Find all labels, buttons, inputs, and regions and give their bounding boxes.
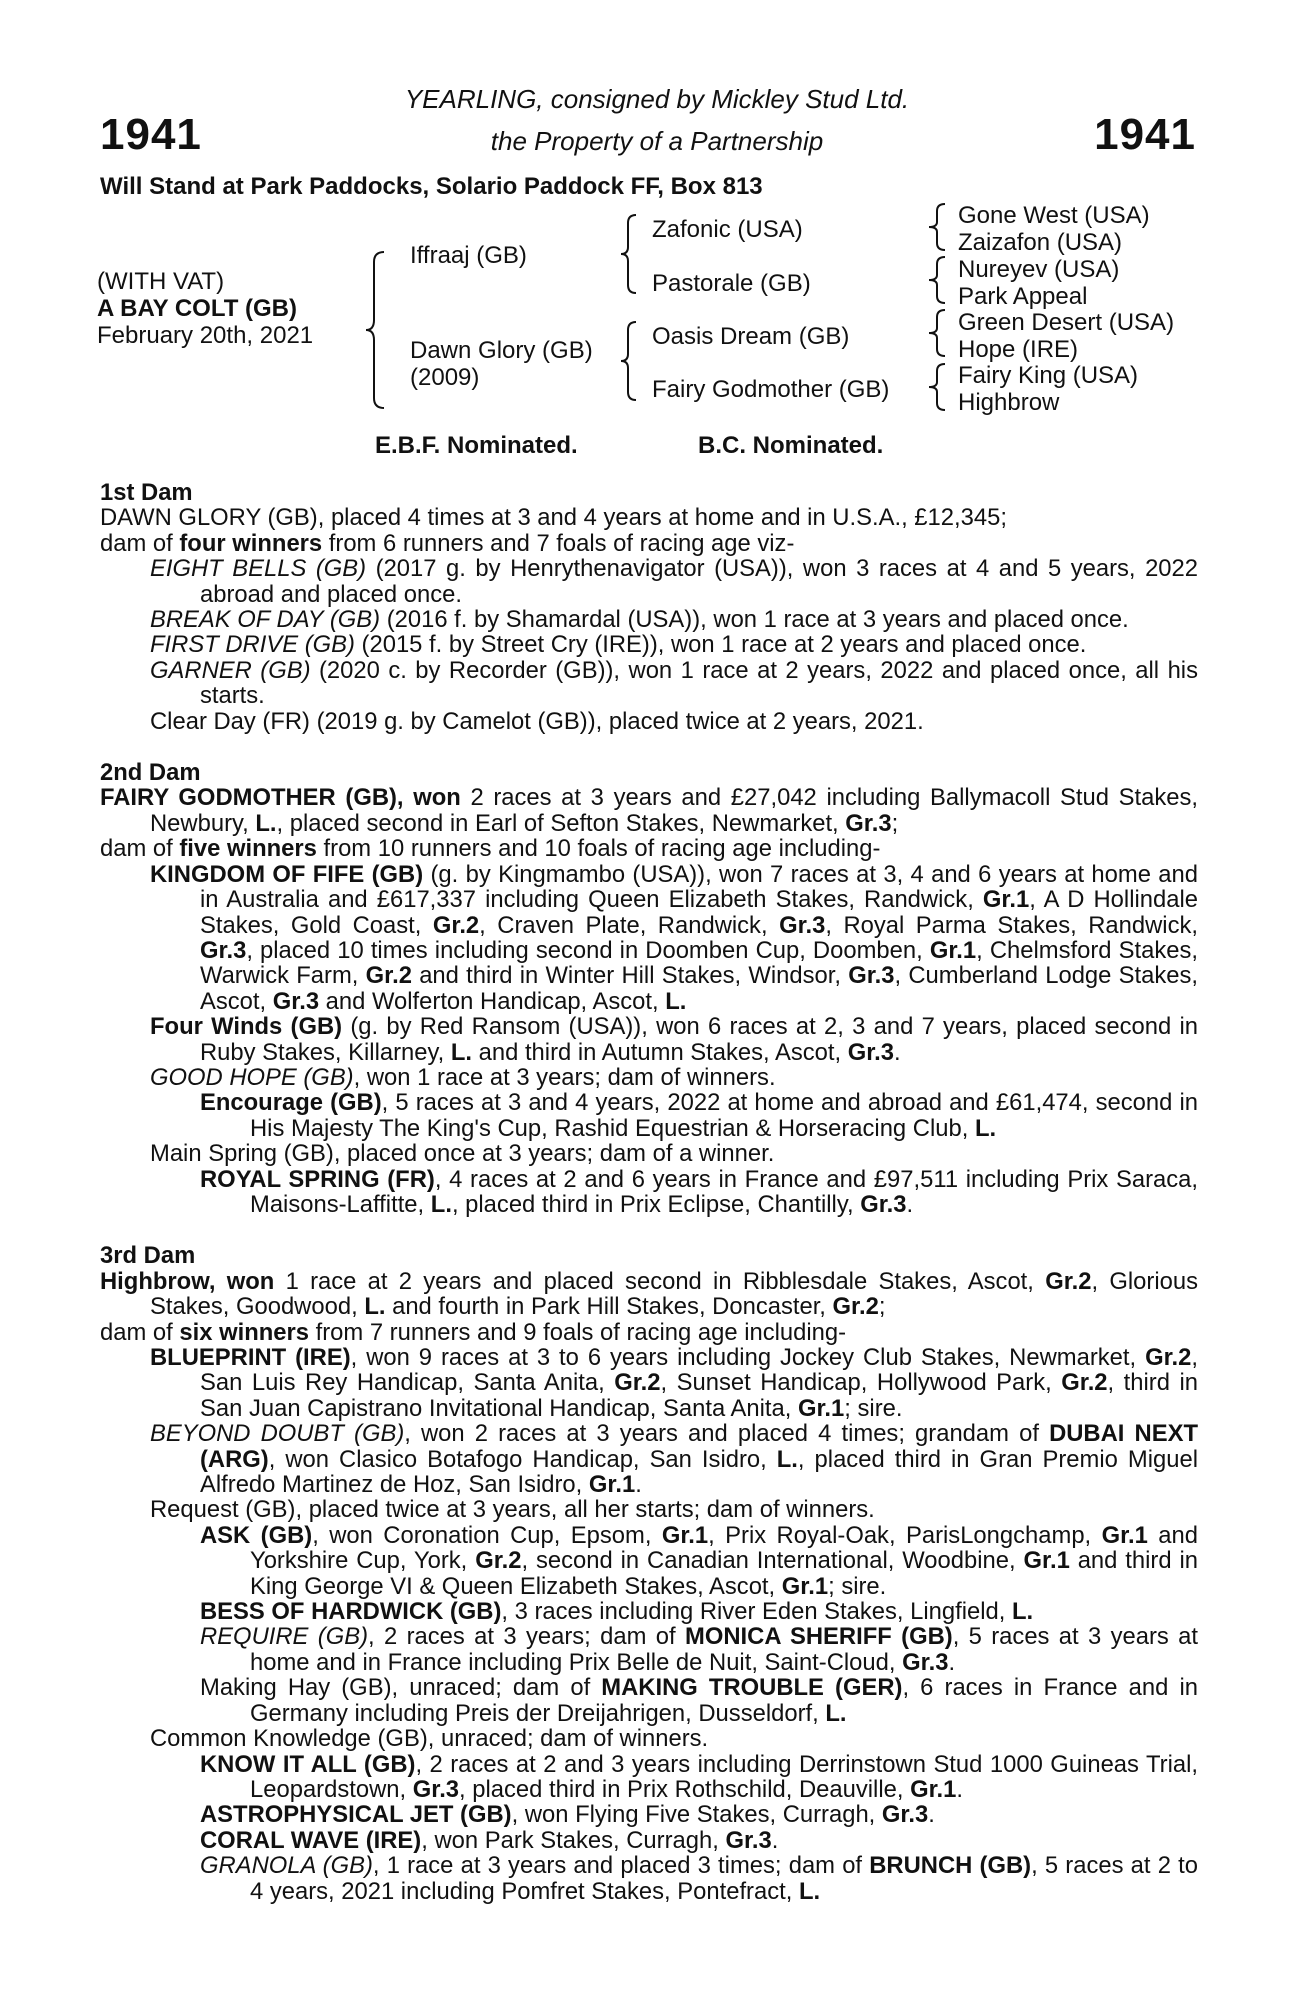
produce-record [100, 480, 1198, 1904]
third-dam-intro: Highbrow, won 1 race at 2 years and placed second in Ribblesdale Stakes, Ascot, Gr.2, Glorious Stakes, Goodwood, L. and fourth in Park Hill Stakes, Doncaster, Gr.2; [100, 1267, 1198, 1321]
four-winds-entry: Four Winds (GB) (g. by Red Ransom (USA)), won 6 races at 2, 3 and 7 years, placed second in Ruby Stakes, Killarney, L. and third in Autumn Stakes, Ascot, Gr.3. [150, 1013, 1198, 1066]
first-dam-produce-5: Clear Day (FR) (2019 g. by Camelot (GB)), placed twice at 2 years, 2021. [150, 707, 924, 735]
lot-number-right: 1941 [1094, 110, 1196, 159]
pedigree-bracket-g2 [925, 255, 949, 305]
pedigree-bracket-main [362, 250, 388, 410]
pedigree-dam-dam: Fairy Godmother (GB) [652, 376, 890, 403]
first-dam-produce-4: GARNER (GB) (2020 c. by Recorder (GB)), won 1 race at 2 years, 2022 and placed once, all his starts. [150, 656, 1198, 710]
pedigree-gen3-8: Highbrow [958, 389, 1060, 416]
pedigree-sire: Iffraaj (GB) [410, 242, 527, 269]
consignment-line-1: YEARLING, consigned by Mickley Stud Ltd. [404, 84, 910, 114]
pedigree-gen3-5: Green Desert (USA) [958, 309, 1175, 336]
first-dam-intro: DAWN GLORY (GB), placed 4 times at 3 and 4 years at home and in U.S.A., £12,345; [100, 504, 1007, 532]
first-dam-produce-3: FIRST DRIVE (GB) (2015 f. by Street Cry (IRE)), won 1 race at 2 years and placed once. [150, 631, 1087, 659]
second-dam-heading: 2nd Dam [100, 759, 201, 787]
granola-entry: GRANOLA (GB), 1 race at 3 years and placed 3 times; dam of BRUNCH (GB), 5 races at 2 to 4 years, 2021 including Pomfret Stakes, Pontefract, L. [200, 1852, 1198, 1905]
vat-note: (WITH VAT) [97, 268, 225, 295]
ask-entry: ASK (GB), won Coronation Cup, Epsom, Gr.1, Prix Royal-Oak, ParisLongchamp, Gr.1 and Yorkshire Cup, York, Gr.2, second in Canadian International, Woodbine, Gr.1 and third in King George VI & Queen Elizabeth Stakes, Ascot, Gr.1; sire. [200, 1521, 1198, 1600]
third-dam-heading: 3rd Dam [100, 1242, 196, 1270]
pedigree-gen3-6: Hope (IRE) [958, 336, 1079, 363]
ebf-nomination: E.B.F. Nominated. [375, 432, 578, 459]
pedigree-gen3-1: Gone West (USA) [958, 202, 1150, 229]
pedigree-dam-name: Dawn Glory (GB) [410, 337, 593, 364]
pedigree-bracket-g1 [925, 202, 949, 252]
pedigree-gen3-2: Zaizafon (USA) [958, 229, 1123, 256]
main-spring-entry: Main Spring (GB), placed once at 3 years; dam of a winner. [150, 1140, 775, 1168]
pedigree-dam-sire: Oasis Dream (GB) [652, 323, 850, 350]
horse-name: A BAY COLT (GB) [97, 295, 298, 322]
standing-location: Will Stand at Park Paddocks, Solario Paddock FF, Box 813 [100, 173, 763, 200]
pedigree-bracket-sire [618, 213, 640, 295]
first-dam-produce-2: BREAK OF DAY (GB) (2016 f. by Shamardal (USA)), won 1 race at 3 years and placed once. [150, 606, 1129, 634]
pedigree-bracket-g4 [925, 362, 949, 412]
astrophysical-jet-entry: ASTROPHYSICAL JET (GB), won Flying Five Stakes, Curragh, Gr.3. [200, 1801, 935, 1829]
pedigree-bracket-dam [618, 320, 640, 402]
require-entry: REQUIRE (GB), 2 races at 3 years; dam of MONICA SHERIFF (GB), 5 races at 3 years at home and in France including Prix Belle de Nuit, Saint-Cloud, Gr.3. [200, 1623, 1199, 1676]
second-dam-intro: FAIRY GODMOTHER (GB), won 2 races at 3 years and £27,042 including Ballymacoll Stud Stakes, Newbury, L., placed second in Earl of Sefton Stakes, Newmarket, Gr.3; [100, 784, 1199, 837]
pedigree-sire-sire: Zafonic (USA) [652, 216, 803, 243]
pedigree-gen3-7: Fairy King (USA) [958, 362, 1139, 389]
pedigree-gen3-4: Park Appeal [958, 283, 1088, 310]
good-hope-entry: GOOD HOPE (GB), won 1 race at 3 years; dam of winners. [150, 1063, 776, 1091]
lot-number-left: 1941 [100, 110, 202, 159]
bc-nomination: B.C. Nominated. [698, 432, 884, 459]
kingdom-of-fife-entry: KINGDOM OF FIFE (GB) (g. by Kingmambo (USA)), won 7 races at 3, 4 and 6 years at home and in Australia and £617,337 including Queen Elizabeth Stakes, Randwick, Gr.1, A D Hollindale Stakes, Gold Coast, Gr.2, Craven Plate, Randwick, Gr.3, Royal Parma Stakes, Randwick, Gr.3, placed 10 times including second in Doomben Cup, Doomben, Gr.1, Chelmsford Stakes, Warwick Farm, Gr.2 and third in Winter Hill Stakes, Windsor, Gr.3, Cumberland Lodge Stakes, Ascot, Gr.3 and Wolferton Handicap, Ascot, L. [150, 860, 1199, 1015]
pedigree-gen3-3: Nureyev (USA) [958, 256, 1120, 283]
coral-wave-entry: CORAL WAVE (IRE), won Park Stakes, Curragh, Gr.3. [200, 1826, 779, 1854]
encourage-entry: Encourage (GB), 5 races at 3 and 4 years, 2022 at home and abroad and £61,474, second in His Majesty The King's Cup, Rashid Equestrian & Horseracing Club, L. [200, 1089, 1198, 1142]
common-knowledge-entry: Common Knowledge (GB), unraced; dam of winners. [150, 1725, 709, 1753]
know-it-all-entry: KNOW IT ALL (GB), 2 races at 2 and 3 years including Derrinstown Stud 1000 Guineas Trial, Leopardstown, Gr.3, placed third in Prix Rothschild, Deauville, Gr.1. [200, 1750, 1198, 1803]
first-dam-produce-1: EIGHT BELLS (GB) (2017 g. by Henrythenavigator (USA)), won 3 races at 4 and 5 years, 2022 abroad and placed once. [150, 555, 1199, 608]
first-dam-produce-summary: dam of four winners from 6 runners and 7 foals of racing age viz- [100, 529, 795, 557]
royal-spring-entry: ROYAL SPRING (FR), 4 races at 2 and 6 years in France and £97,511 including Prix Saraca, Maisons-Laffitte, L., placed third in Prix Eclipse, Chantilly, Gr.3. [200, 1165, 1198, 1218]
bess-of-hardwick-entry: BESS OF HARDWICK (GB), 3 races including River Eden Stakes, Lingfield, L. [200, 1598, 1034, 1626]
consignment-line-2: the Property of a Partnership [490, 126, 824, 156]
beyond-doubt-entry: BEYOND DOUBT (GB), won 2 races at 3 years and placed 4 times; grandam of DUBAI NEXT (ARG), won Clasico Botafogo Handicap, San Isidro, L., placed third in Gran Premio Miguel Alfredo Martinez de Hoz, San Isidro, Gr.1. [150, 1420, 1198, 1499]
blueprint-entry: BLUEPRINT (IRE), won 9 races at 3 to 6 years including Jockey Club Stakes, Newmarket, Gr.2, San Luis Rey Handicap, Santa Anita, Gr.2, Sunset Handicap, Hollywood Park, Gr.2, third in San Juan Capistrano Invitational Handicap, Santa Anita, Gr.1; sire. [150, 1344, 1198, 1422]
pedigree-bracket-g3 [925, 308, 949, 358]
second-dam-produce-summary: dam of five winners from 10 runners and 10 foals of racing age including- [100, 835, 881, 863]
third-dam-produce-summary: dam of six winners from 7 runners and 9 foals of racing age including- [100, 1318, 847, 1346]
pedigree-dam-year: (2009) [410, 364, 480, 391]
request-entry: Request (GB), placed twice at 3 years, all her starts; dam of winners. [150, 1496, 875, 1524]
making-hay-entry: Making Hay (GB), unraced; dam of MAKING TROUBLE (GER), 6 races in France and in Germany including Preis der Dreijahrigen, Dusseldorf, L. [200, 1674, 1198, 1727]
first-dam-heading: 1st Dam [100, 479, 193, 506]
pedigree-sire-dam: Pastorale (GB) [652, 270, 811, 297]
foaling-date: February 20th, 2021 [97, 322, 314, 349]
